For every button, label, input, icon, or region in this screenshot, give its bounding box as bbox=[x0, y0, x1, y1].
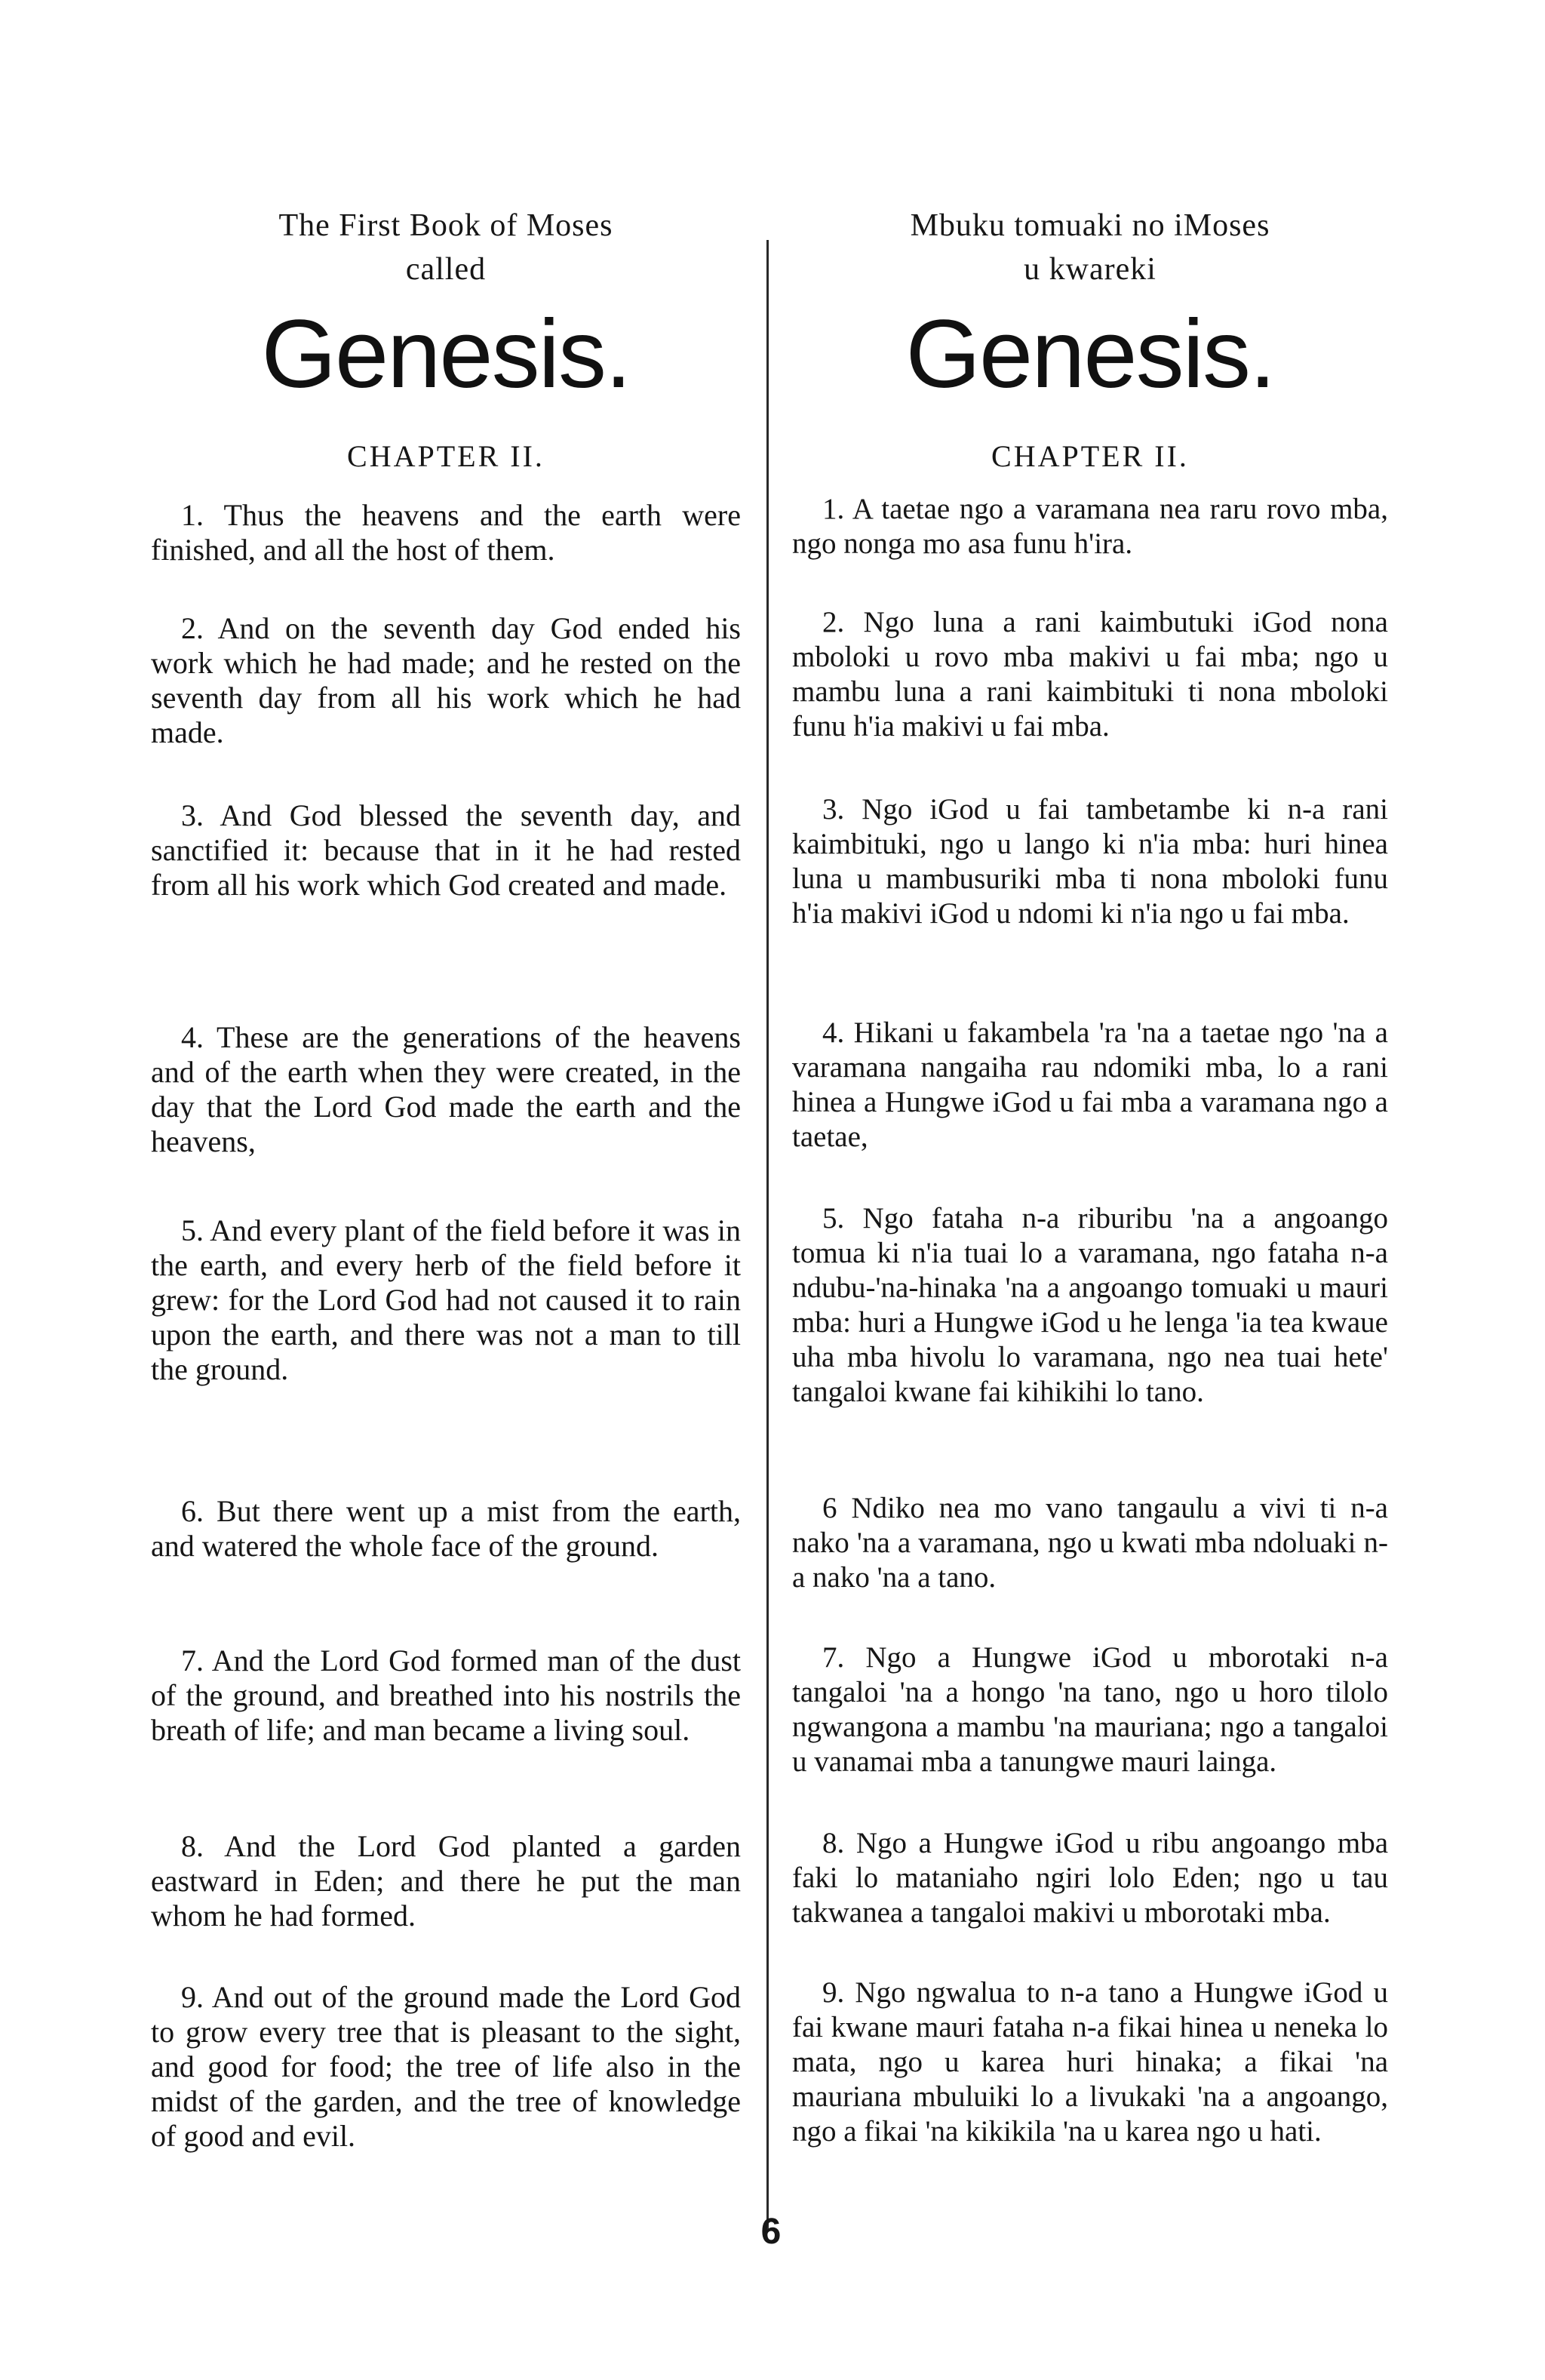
page-number: 6 bbox=[760, 2212, 782, 2252]
english-verse-2: 2. And on the seventh day God ended his work which he had made; and he rested on the seventh day from all his work which he had made. bbox=[151, 611, 741, 749]
english-column bbox=[151, 0, 741, 2380]
english-verse-4: 4. These are the generations of the heavens and of the earth when they were created, in the day that the Lord God made the earth and the heavens, bbox=[151, 1020, 741, 1158]
translation-verse-1: 1. A taetae ngo a varamana nea raru rovo mba, ngo nonga mo asa funu h'ira. bbox=[792, 493, 1388, 560]
english-subtitle-line-2: called bbox=[405, 252, 487, 287]
translation-book-title: Genesis. bbox=[905, 300, 1275, 408]
english-verse-5: 5. And every plant of the field before it was in the earth, and every herb of the field before it grew: for the Lord God had not caused it to rain upon the earth, and there was not a man to till the ground. bbox=[151, 1213, 741, 1386]
translation-verse-2: 2. Ngo luna a rani kaimbutuki iGod nona mboloki u rovo mba makivi u fai mba; ngo u mambu luna a rani kaimbituki ti nona mboloki funu h'ia makivi u fai mba. bbox=[792, 606, 1388, 743]
translation-chapter-heading: CHAPTER II. bbox=[991, 439, 1189, 473]
translation-verse-3: 3. Ngo iGod u fai tambetambe ki n-a rani kaimbituki, ngo u lango ki n'ia mba: huri hinea luna u mambusuriki mba ti nona mboloki funu h'ia makivi iGod u ndomi ki n'ia ngo u fai mba. bbox=[792, 793, 1388, 930]
english-verse-9: 9. And out of the ground made the Lord God to grow every tree that is pleasant to the sight, and good for food; the tree of life also in the midst of the garden, and the tree of knowledge of good and evil. bbox=[151, 1980, 741, 2153]
english-subtitle-line-1: The First Book of Moses bbox=[278, 208, 613, 243]
translation-subtitle-line-1: Mbuku tomuaki no iMoses bbox=[910, 208, 1270, 243]
translation-verse-9: 9. Ngo ngwalua to n-a tano a Hungwe iGod u fai kwane mauri fataha n-a fikai hinea u neneka lo mata, ngo u karea huri hinaka; a fikai 'na mauriana mbuluiki lo a livukaki 'na a angoango, ngo a fikai 'na kikikila 'na u karea ngo u hati. bbox=[792, 1976, 1388, 2148]
translation-verse-7: 7. Ngo a Hungwe iGod u mborotaki n-a tangaloi 'na a hongo 'na tano, ngo u horo tilolo ngwangona a mambu 'na mauriana; ngo a tangaloi u vanamai mba a tanungwe mauri lainga. bbox=[792, 1641, 1388, 1778]
translation-subtitle-line-2: u kwareki bbox=[1024, 252, 1156, 287]
english-chapter-heading: CHAPTER II. bbox=[347, 439, 545, 473]
column-divider bbox=[766, 240, 769, 2232]
english-verse-6: 6. But there went up a mist from the earth, and watered the whole face of the ground. bbox=[151, 1494, 741, 1563]
translation-verse-6: 6 Ndiko nea mo vano tangaulu a vivi ti n-a nako 'na a varamana, ngo u kwati mba ndoluaki n-a nako 'na a tano. bbox=[792, 1492, 1388, 1594]
english-verse-3: 3. And God blessed the seventh day, and sanctified it: because that in it he had rested from all his work which God created and made. bbox=[151, 798, 741, 902]
translation-verse-8: 8. Ngo a Hungwe iGod u ribu angoango mba faki lo mataniaho ngiri lolo Eden; ngo u tau takwanea a tangaloi makivi u mborotaki mba. bbox=[792, 1827, 1388, 1929]
translation-column bbox=[792, 0, 1388, 2380]
translation-verse-4: 4. Hikani u fakambela 'ra 'na a taetae ngo 'na a varamana nangaiha rau ndomiki mba, lo a rani hinea a Hungwe iGod u fai mba a varamana ngo a taetae, bbox=[792, 1016, 1388, 1153]
english-verse-1: 1. Thus the heavens and the earth were finished, and all the host of them. bbox=[151, 498, 741, 567]
english-book-title: Genesis. bbox=[261, 300, 631, 408]
english-verse-8: 8. And the Lord God planted a garden eastward in Eden; and there he put the man whom he had formed. bbox=[151, 1829, 741, 1933]
english-verse-7: 7. And the Lord God formed man of the dust of the ground, and breathed into his nostrils the breath of life; and man became a living soul. bbox=[151, 1644, 741, 1747]
translation-verse-5: 5. Ngo fataha n-a riburibu 'na a angoango tomua ki n'ia tuai lo a varamana, ngo fataha n-a ndubu-'na-hinaka 'na a angoango tomuaki u mauri mba: huri a Hungwe iGod u he lenga 'ia tea kwaue uha mba hivolu lo varamana, ngo nea tuai hete' tangaloi kwane fai kihikihi lo tano. bbox=[792, 1202, 1388, 1408]
